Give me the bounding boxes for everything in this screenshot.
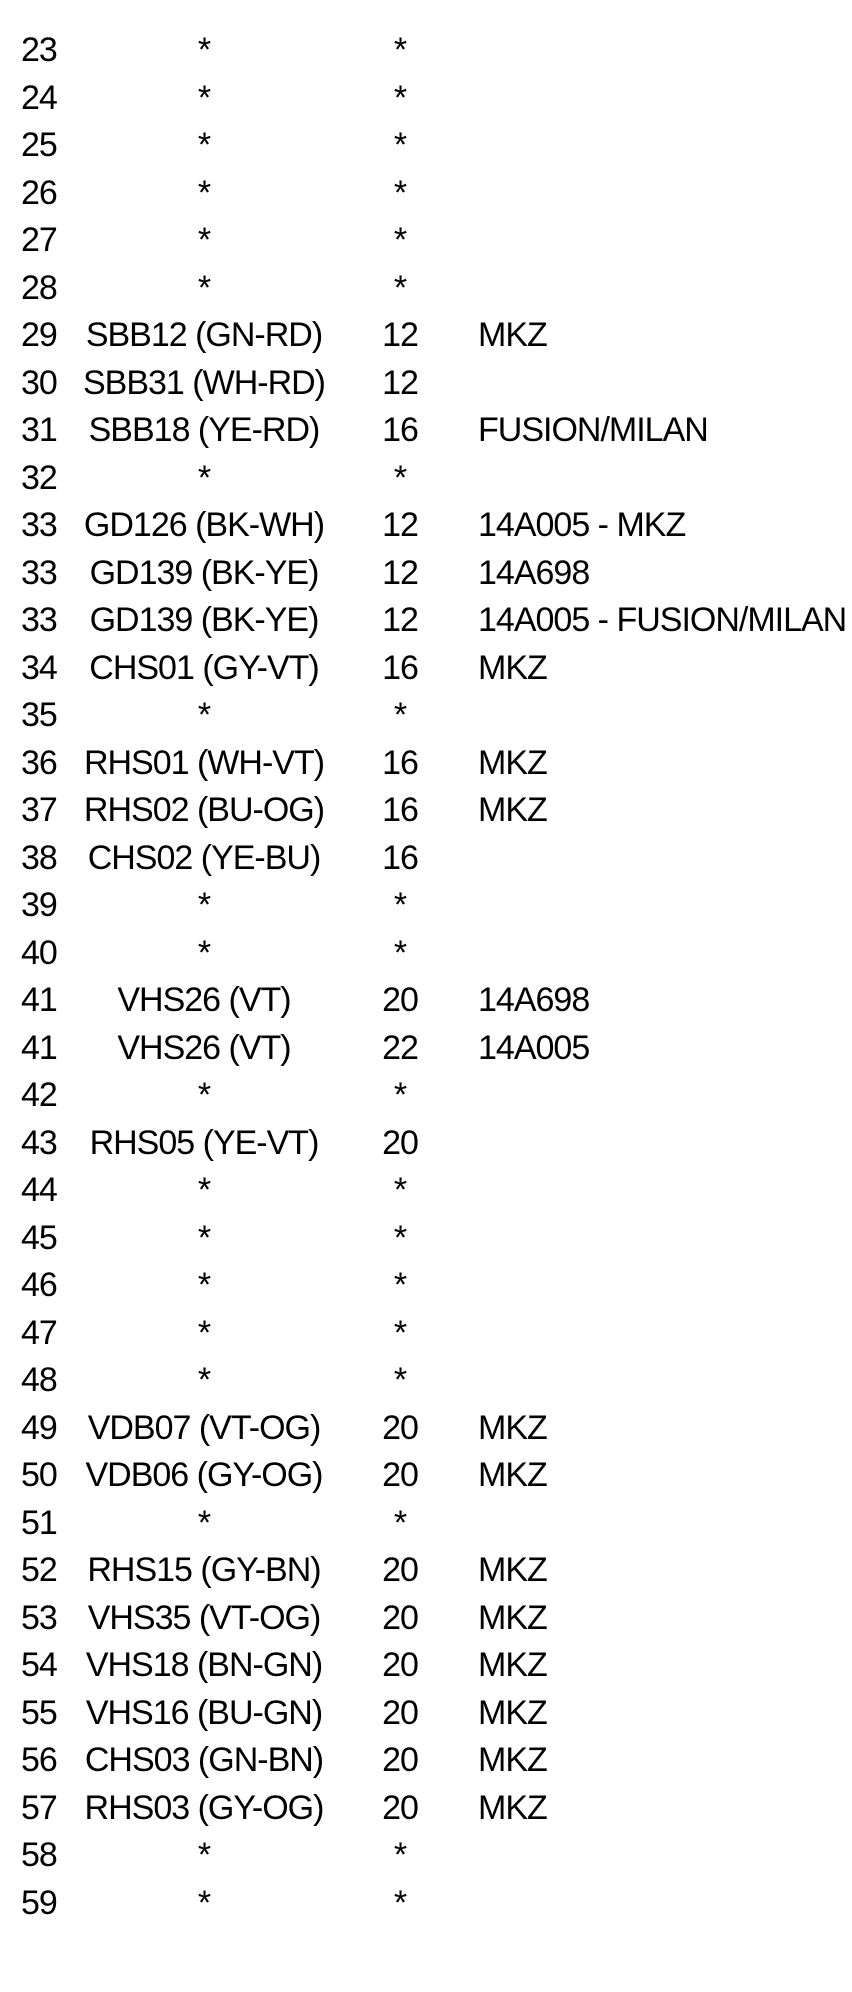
circuit-id-cell: * bbox=[197, 1503, 211, 1542]
pin-number-cell: 33 bbox=[21, 553, 57, 592]
table-row bbox=[0, 455, 852, 503]
application-cell: MKZ bbox=[478, 1456, 547, 1494]
table-row bbox=[0, 1500, 852, 1548]
table-row bbox=[0, 787, 852, 835]
wire-gauge-cell: * bbox=[393, 1266, 407, 1304]
circuit-id-cell: VDB07 (VT-OG) bbox=[87, 1408, 321, 1447]
table-row bbox=[0, 597, 852, 645]
pin-number-cell: 23 bbox=[21, 31, 57, 69]
wire-gauge-cell: 20 bbox=[382, 1123, 418, 1162]
application-cell: 14A005 bbox=[478, 1028, 590, 1067]
application-cell bbox=[478, 1357, 848, 1405]
table-row bbox=[0, 265, 852, 313]
pin-number-cell: 50 bbox=[21, 1456, 57, 1494]
application-cell: MKZ bbox=[478, 743, 547, 782]
application-cell bbox=[478, 455, 848, 503]
pin-number-cell: 59 bbox=[21, 1883, 57, 1922]
table-row bbox=[0, 692, 852, 740]
wire-gauge-cell: 16 bbox=[382, 743, 418, 782]
application-cell bbox=[478, 265, 848, 313]
pin-number-cell: 54 bbox=[21, 1646, 57, 1684]
pin-number-cell: 28 bbox=[21, 268, 57, 307]
circuit-id-cell: VHS16 (BU-GN) bbox=[85, 1693, 323, 1732]
wire-gauge-cell: * bbox=[393, 696, 407, 734]
table-row bbox=[0, 930, 852, 978]
application-cell: MKZ bbox=[478, 648, 547, 687]
wire-gauge-cell: 12 bbox=[382, 316, 418, 354]
circuit-id-cell: RHS05 (YE-VT) bbox=[89, 1123, 319, 1162]
pin-number-cell: 56 bbox=[21, 1741, 57, 1779]
circuit-id-cell: * bbox=[197, 933, 211, 972]
wire-gauge-cell: 20 bbox=[382, 1551, 418, 1589]
pin-number-cell: 57 bbox=[21, 1788, 57, 1827]
wire-gauge-cell: * bbox=[393, 1361, 407, 1399]
table-row bbox=[0, 122, 852, 170]
wire-gauge-cell: * bbox=[393, 1503, 407, 1542]
application-cell bbox=[478, 1167, 848, 1215]
application-cell bbox=[478, 27, 848, 75]
circuit-id-cell: RHS02 (BU-OG) bbox=[83, 791, 325, 829]
pin-number-cell: 30 bbox=[21, 363, 57, 402]
wire-gauge-cell: 20 bbox=[382, 1693, 418, 1732]
pin-number-cell: 44 bbox=[21, 1171, 57, 1209]
application-cell: MKZ bbox=[478, 1551, 547, 1589]
wire-gauge-cell: * bbox=[393, 173, 407, 212]
pin-number-cell: 55 bbox=[21, 1693, 57, 1732]
pin-number-cell: 36 bbox=[21, 743, 57, 782]
wire-gauge-cell: 16 bbox=[382, 648, 418, 687]
circuit-id-cell: VHS18 (BN-GN) bbox=[85, 1646, 323, 1684]
wire-gauge-cell: 20 bbox=[382, 1598, 418, 1637]
pin-number-cell: 26 bbox=[21, 173, 57, 212]
pin-number-cell: 32 bbox=[21, 458, 57, 497]
wire-gauge-cell: * bbox=[393, 933, 407, 972]
table-row bbox=[0, 977, 852, 1025]
wire-gauge-cell: * bbox=[393, 886, 407, 924]
application-cell bbox=[478, 122, 848, 170]
application-cell bbox=[478, 360, 848, 408]
circuit-id-cell: * bbox=[197, 1313, 211, 1352]
table-row bbox=[0, 1452, 852, 1500]
wire-gauge-cell: * bbox=[393, 1171, 407, 1209]
table-row bbox=[0, 1880, 852, 1928]
circuit-id-cell: VDB06 (GY-OG) bbox=[85, 1456, 323, 1494]
pin-number-cell: 41 bbox=[21, 1028, 57, 1067]
circuit-id-cell: SBB18 (YE-RD) bbox=[88, 411, 320, 449]
table-row bbox=[0, 360, 852, 408]
wire-gauge-cell: 12 bbox=[382, 601, 418, 639]
wire-gauge-cell: 16 bbox=[382, 411, 418, 449]
application-cell: FUSION/MILAN bbox=[478, 411, 708, 449]
wire-gauge-cell: 20 bbox=[382, 1408, 418, 1447]
application-cell bbox=[478, 692, 848, 740]
application-cell: MKZ bbox=[478, 316, 547, 354]
pin-number-cell: 24 bbox=[21, 78, 57, 117]
pin-number-cell: 49 bbox=[21, 1408, 57, 1447]
table-row bbox=[0, 645, 852, 693]
wire-gauge-cell: * bbox=[393, 1076, 407, 1114]
table-row bbox=[0, 1642, 852, 1690]
table-row bbox=[0, 312, 852, 360]
table-row bbox=[0, 1595, 852, 1643]
table-row bbox=[0, 1547, 852, 1595]
application-cell bbox=[478, 1262, 848, 1310]
circuit-id-cell: GD126 (BK-WH) bbox=[83, 506, 325, 544]
pin-number-cell: 58 bbox=[21, 1836, 57, 1874]
pin-number-cell: 33 bbox=[21, 601, 57, 639]
wire-pinout-table bbox=[0, 27, 852, 1927]
pin-number-cell: 53 bbox=[21, 1598, 57, 1637]
circuit-id-cell: CHS02 (YE-BU) bbox=[87, 838, 321, 877]
pin-number-cell: 42 bbox=[21, 1076, 57, 1114]
application-cell bbox=[478, 1832, 848, 1880]
application-cell: 14A698 bbox=[478, 981, 590, 1019]
pin-number-cell: 31 bbox=[21, 411, 57, 449]
circuit-id-cell: CHS03 (GN-BN) bbox=[84, 1741, 324, 1779]
pin-number-cell: 48 bbox=[21, 1361, 57, 1399]
application-cell: MKZ bbox=[478, 1598, 547, 1637]
pin-number-cell: 40 bbox=[21, 933, 57, 972]
application-cell: MKZ bbox=[478, 1741, 547, 1779]
pin-number-cell: 33 bbox=[21, 506, 57, 544]
wire-gauge-cell: 20 bbox=[382, 981, 418, 1019]
application-cell bbox=[478, 835, 848, 883]
pin-number-cell: 51 bbox=[21, 1503, 57, 1542]
pin-number-cell: 38 bbox=[21, 838, 57, 877]
application-cell bbox=[478, 1310, 848, 1358]
wire-gauge-cell: * bbox=[393, 126, 407, 164]
circuit-id-cell: VHS35 (VT-OG) bbox=[87, 1598, 321, 1637]
circuit-id-cell: * bbox=[197, 458, 211, 497]
table-row bbox=[0, 217, 852, 265]
wire-gauge-cell: 22 bbox=[382, 1028, 418, 1067]
pin-number-cell: 37 bbox=[21, 791, 57, 829]
application-cell: MKZ bbox=[478, 1646, 547, 1684]
circuit-id-cell: SBB31 (WH-RD) bbox=[82, 363, 326, 402]
pin-number-cell: 46 bbox=[21, 1266, 57, 1304]
wire-gauge-cell: * bbox=[393, 78, 407, 117]
table-row bbox=[0, 1832, 852, 1880]
pin-number-cell: 45 bbox=[21, 1218, 57, 1257]
table-row bbox=[0, 407, 852, 455]
circuit-id-cell: * bbox=[197, 173, 211, 212]
circuit-id-cell: GD139 (BK-YE) bbox=[89, 553, 319, 592]
application-cell bbox=[478, 1120, 848, 1168]
wire-gauge-cell: * bbox=[393, 458, 407, 497]
wire-gauge-cell: 16 bbox=[382, 791, 418, 829]
table-row bbox=[0, 502, 852, 550]
table-row bbox=[0, 1357, 852, 1405]
table-row bbox=[0, 835, 852, 883]
circuit-id-cell: RHS15 (GY-BN) bbox=[87, 1551, 321, 1589]
table-row bbox=[0, 27, 852, 75]
table-row bbox=[0, 1215, 852, 1263]
table-row bbox=[0, 1405, 852, 1453]
wire-gauge-cell: 20 bbox=[382, 1741, 418, 1779]
circuit-id-cell: RHS03 (GY-OG) bbox=[84, 1788, 324, 1827]
table-row bbox=[0, 1120, 852, 1168]
circuit-id-cell: * bbox=[197, 1218, 211, 1257]
circuit-id-cell: * bbox=[197, 1076, 211, 1114]
table-row bbox=[0, 882, 852, 930]
application-cell bbox=[478, 1072, 848, 1120]
circuit-id-cell: CHS01 (GY-VT) bbox=[89, 648, 319, 687]
application-cell: 14A005 - MKZ bbox=[478, 506, 686, 544]
application-cell bbox=[478, 75, 848, 123]
wire-gauge-cell: * bbox=[393, 1218, 407, 1257]
application-cell bbox=[478, 1215, 848, 1263]
pin-number-cell: 34 bbox=[21, 648, 57, 687]
wire-gauge-cell: 16 bbox=[382, 838, 418, 877]
wire-gauge-cell: 20 bbox=[382, 1456, 418, 1494]
pin-number-cell: 25 bbox=[21, 126, 57, 164]
application-cell bbox=[478, 1500, 848, 1548]
table-row bbox=[0, 75, 852, 123]
table-row bbox=[0, 1167, 852, 1215]
circuit-id-cell: * bbox=[197, 1883, 211, 1922]
application-cell: 14A005 - FUSION/MILAN bbox=[478, 601, 847, 639]
pin-number-cell: 29 bbox=[21, 316, 57, 354]
pin-number-cell: 27 bbox=[21, 221, 57, 259]
circuit-id-cell: * bbox=[197, 31, 211, 69]
circuit-id-cell: VHS26 (VT) bbox=[117, 981, 291, 1019]
wire-gauge-cell: 12 bbox=[382, 363, 418, 402]
circuit-id-cell: * bbox=[197, 1836, 211, 1874]
circuit-id-cell: * bbox=[197, 1266, 211, 1304]
circuit-id-cell: * bbox=[197, 126, 211, 164]
table-row bbox=[0, 1262, 852, 1310]
circuit-id-cell: RHS01 (WH-VT) bbox=[83, 743, 325, 782]
table-row bbox=[0, 740, 852, 788]
wire-gauge-cell: * bbox=[393, 268, 407, 307]
pin-number-cell: 35 bbox=[21, 696, 57, 734]
wire-gauge-cell: * bbox=[393, 1836, 407, 1874]
wire-gauge-cell: * bbox=[393, 1883, 407, 1922]
application-cell: MKZ bbox=[478, 1693, 547, 1732]
wire-gauge-cell: * bbox=[393, 1313, 407, 1352]
table-row bbox=[0, 550, 852, 598]
pin-number-cell: 41 bbox=[21, 981, 57, 1019]
application-cell: MKZ bbox=[478, 1408, 547, 1447]
circuit-id-cell: VHS26 (VT) bbox=[117, 1028, 291, 1067]
circuit-id-cell: * bbox=[197, 886, 211, 924]
application-cell: 14A698 bbox=[478, 553, 590, 592]
circuit-id-cell: * bbox=[197, 1361, 211, 1399]
wire-gauge-cell: 12 bbox=[382, 553, 418, 592]
wire-gauge-cell: 12 bbox=[382, 506, 418, 544]
wire-gauge-cell: 20 bbox=[382, 1646, 418, 1684]
table-row bbox=[0, 1785, 852, 1833]
wire-gauge-cell: * bbox=[393, 221, 407, 259]
wire-gauge-cell: * bbox=[393, 31, 407, 69]
table-row bbox=[0, 1690, 852, 1738]
table-row bbox=[0, 1310, 852, 1358]
application-cell bbox=[478, 217, 848, 265]
table-row bbox=[0, 1737, 852, 1785]
table-row bbox=[0, 1025, 852, 1073]
circuit-id-cell: * bbox=[197, 78, 211, 117]
pin-number-cell: 39 bbox=[21, 886, 57, 924]
pin-number-cell: 43 bbox=[21, 1123, 57, 1162]
application-cell bbox=[478, 1880, 848, 1928]
circuit-id-cell: GD139 (BK-YE) bbox=[89, 601, 319, 639]
application-cell: MKZ bbox=[478, 1788, 547, 1827]
application-cell bbox=[478, 882, 848, 930]
wire-gauge-cell: 20 bbox=[382, 1788, 418, 1827]
pin-number-cell: 52 bbox=[21, 1551, 57, 1589]
circuit-id-cell: * bbox=[197, 696, 211, 734]
application-cell: MKZ bbox=[478, 791, 547, 829]
circuit-id-cell: * bbox=[197, 1171, 211, 1209]
table-row bbox=[0, 1072, 852, 1120]
circuit-id-cell: SBB12 (GN-RD) bbox=[85, 316, 323, 354]
circuit-id-cell: * bbox=[197, 268, 211, 307]
application-cell bbox=[478, 170, 848, 218]
pin-number-cell: 47 bbox=[21, 1313, 57, 1352]
table-row bbox=[0, 170, 852, 218]
application-cell bbox=[478, 930, 848, 978]
circuit-id-cell: * bbox=[197, 221, 211, 259]
